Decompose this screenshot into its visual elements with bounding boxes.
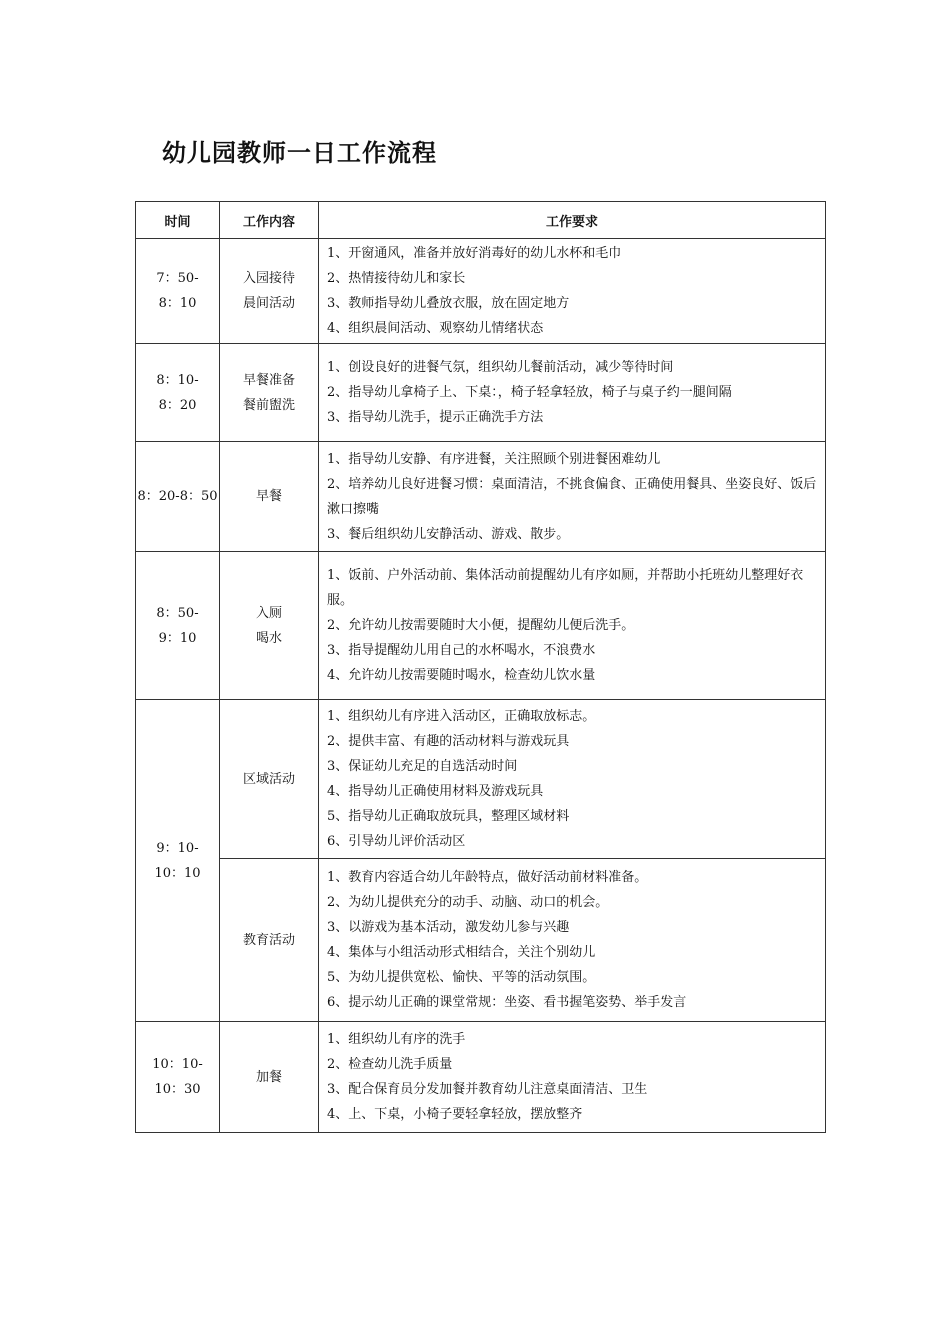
time-cell	[136, 552, 220, 700]
requirement-item: 3、以游戏为基本活动，激发幼儿参与兴趣	[327, 920, 570, 935]
requirement-item: 5、指导幼儿正确取放玩具，整理区域材料	[327, 809, 570, 824]
time-line: 7：50-	[156, 271, 199, 286]
table-row	[136, 344, 826, 442]
content-line: 区域活动	[242, 771, 295, 787]
requirement-item: 1、组织幼儿有序进入活动区，正确取放标志。	[327, 709, 596, 724]
time-cell	[136, 700, 220, 1022]
requirements-cell	[319, 552, 826, 700]
time-line: 9：10-	[156, 840, 199, 856]
requirement-item: 3、指导提醒幼儿用自己的水杯喝水，不浪费水	[327, 643, 596, 658]
requirements-cell	[319, 442, 826, 552]
time-line: 8：10	[158, 296, 197, 311]
content-cell	[220, 1022, 319, 1133]
requirement-item: 6、引导幼儿评价活动区	[327, 834, 466, 849]
header-requirements: 工作要求	[319, 202, 826, 239]
requirement-item: 4、组织晨间活动、观察幼儿情绪状态	[327, 321, 544, 336]
requirement-item: 5、为幼儿提供宽松、愉快、平等的活动氛围。	[327, 970, 596, 985]
content-line: 教育活动	[242, 932, 295, 948]
requirement-item: 4、允许幼儿按需要随时喝水，检查幼儿饮水量	[327, 668, 596, 683]
requirements-cell	[319, 859, 826, 1022]
time-cell	[136, 1022, 220, 1133]
requirement-item: 3、指导幼儿洗手，提示正确洗手方法	[327, 410, 544, 425]
requirement-item: 1、开窗通风，准备并放好消毒好的幼儿水杯和毛巾	[327, 246, 622, 261]
requirements-cell	[319, 344, 826, 442]
requirement-item: 3、餐后组织幼儿安静活动、游戏、散步。	[327, 526, 570, 542]
requirement-item: 4、集体与小组活动形式相结合，关注个别幼儿	[327, 945, 596, 960]
content-line: 加餐	[255, 1069, 282, 1085]
header-content: 工作内容	[220, 202, 319, 239]
time-line: 10：10-	[152, 1057, 203, 1072]
content-cell	[220, 552, 319, 700]
requirement-item: 2、培养幼儿良好进餐习惯：桌面清洁，不挑食偏食、正确使用餐具、坐姿良好、饭后漱口擦嘴	[327, 476, 817, 517]
time-line: 8：20-8：50	[137, 489, 218, 504]
time-line: 9：10	[158, 630, 197, 646]
table-row	[136, 859, 826, 1022]
requirement-item: 2、为幼儿提供充分的动手、动脑、动口的机会。	[327, 895, 609, 910]
requirement-item: 2、提供丰富、有趣的活动材料与游戏玩具	[327, 734, 570, 749]
content-cell	[220, 344, 319, 442]
time-line: 8：10-	[156, 372, 199, 388]
requirement-item: 3、教师指导幼儿叠放衣服，放在固定地方	[327, 296, 570, 311]
content-line: 入园接待	[242, 271, 295, 286]
content-line: 早餐	[255, 489, 282, 504]
content-line: 早餐准备	[242, 372, 295, 388]
requirement-item: 1、组织幼儿有序的洗手	[327, 1032, 466, 1047]
page-title: 幼儿园教师一日工作流程	[162, 139, 437, 167]
content-line: 晨间活动	[242, 296, 295, 311]
table-row	[136, 1022, 826, 1133]
requirement-item: 2、检查幼儿洗手质量	[327, 1057, 453, 1072]
requirement-item: 2、热情接待幼儿和家长	[327, 271, 466, 286]
time-cell	[136, 344, 220, 442]
time-line: 8：20	[158, 397, 197, 413]
time-line: 8：50-	[156, 605, 199, 621]
time-line: 10：30	[154, 1082, 201, 1097]
requirement-item: 1、指导幼儿安静、有序进餐，关注照顾个别进餐困难幼儿	[327, 451, 661, 467]
table-row	[136, 552, 826, 700]
header-time: 时间	[136, 202, 220, 239]
content-cell	[220, 239, 319, 344]
requirement-item: 3、配合保育员分发加餐并教育幼儿注意桌面清洁、卫生	[327, 1082, 648, 1097]
requirement-item: 2、允许幼儿按需要随时大小便，提醒幼儿便后洗手。	[327, 618, 635, 633]
requirement-item: 2、指导幼儿拿椅子上、下桌：，椅子轻拿轻放，椅子与桌子约一腿间隔	[327, 385, 732, 400]
content-cell	[220, 859, 319, 1022]
requirement-item: 1、饭前、户外活动前、集体活动前提醒幼儿有序如厕，并帮助小托班幼儿整理好衣服。	[327, 568, 804, 608]
table-row	[136, 442, 826, 552]
requirement-item: 4、上、下桌，小椅子要轻拿轻放，摆放整齐	[327, 1107, 583, 1122]
content-line: 入厕	[255, 605, 282, 621]
table-header-row	[136, 202, 826, 239]
time-cell	[136, 239, 220, 344]
requirements-cell	[319, 700, 826, 859]
content-line: 喝水	[255, 630, 282, 646]
content-line: 餐前盥洗	[242, 397, 295, 413]
workflow-table	[135, 201, 826, 1133]
requirement-item: 6、提示幼儿正确的课堂常规：坐姿、看书握笔姿势、举手发言	[327, 995, 687, 1010]
table-row	[136, 239, 826, 344]
requirement-item: 1、教育内容适合幼儿年龄特点，做好活动前材料准备。	[327, 870, 648, 885]
table-row	[136, 700, 826, 859]
requirement-item: 4、指导幼儿正确使用材料及游戏玩具	[327, 784, 544, 799]
requirements-cell	[319, 1022, 826, 1133]
requirement-item: 1、创设良好的进餐气氛，组织幼儿餐前活动，减少等待时间	[327, 360, 674, 375]
requirements-cell	[319, 239, 826, 344]
content-cell	[220, 700, 319, 859]
content-cell	[220, 442, 319, 552]
requirement-item: 3、保证幼儿充足的自选活动时间	[327, 759, 518, 774]
time-line: 10：10	[154, 865, 201, 881]
time-cell	[136, 442, 220, 552]
